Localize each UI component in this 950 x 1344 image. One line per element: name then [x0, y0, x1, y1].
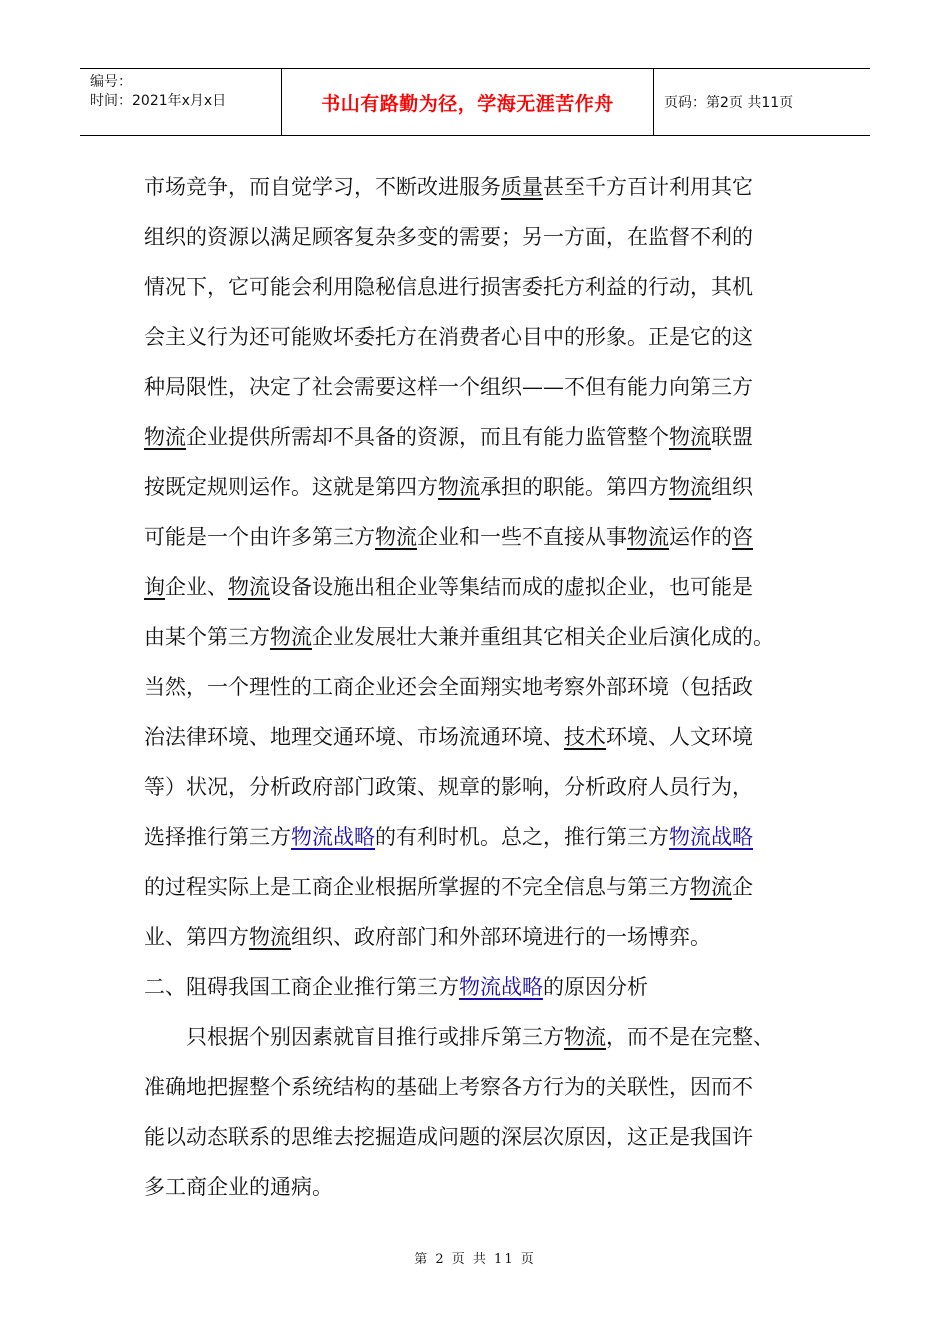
underlined-term: 询 — [144, 575, 165, 599]
text-line — [144, 712, 824, 762]
text-run: 企业发展壮大兼并重组其它相关企业后演化成的。 — [312, 625, 774, 649]
text-run: 组织的资源以满足顾客复杂多变的需要；另一方面，在监督不利的 — [144, 225, 753, 249]
text-run: 设备设施出租企业等集结而成的虚拟企业，也可能是 — [270, 575, 753, 599]
text-line — [144, 562, 824, 612]
text-run: 联盟 — [711, 425, 753, 449]
hyperlink[interactable]: 物流战略 — [291, 825, 375, 849]
underlined-term: 咨 — [732, 525, 753, 549]
text-line — [144, 1162, 824, 1212]
underlined-term: 物流 — [627, 525, 669, 549]
text-run: 二、阻碍我国工商企业推行第三方 — [144, 975, 459, 999]
text-run: 当然，一个理性的工商企业还会全面翔实地考察外部环境（包括政 — [144, 675, 753, 699]
text-run: 只根据个别因素就盲目推行或排斥第三方 — [144, 1025, 564, 1049]
page-footer: 第 2 页 共 11 页 — [414, 1252, 536, 1267]
text-run: 能以动态联系的思维去挖掘造成问题的深层次原因，这正是我国许 — [144, 1125, 753, 1149]
underlined-term: 物流 — [564, 1025, 606, 1049]
text-line — [144, 362, 824, 412]
text-line — [144, 212, 824, 262]
text-line — [144, 612, 824, 662]
text-run: 市场竞争，而自觉学习，不断改进服务 — [144, 175, 501, 199]
text-run: 的过程实际上是工商企业根据所掌握的不完全信息与第三方 — [144, 875, 690, 899]
text-run: 甚至千方百计利用其它 — [543, 175, 753, 199]
text-line — [144, 862, 824, 912]
text-run: 业、第四方 — [144, 925, 249, 949]
text-line — [144, 162, 824, 212]
text-run: 种局限性，决定了社会需要这样一个组织——不但有能力向第三方 — [144, 375, 753, 399]
text-line — [144, 662, 824, 712]
underlined-term: 技术 — [564, 725, 606, 749]
text-run: 组织 — [711, 475, 753, 499]
header-meta — [80, 69, 282, 135]
underlined-term: 物流 — [270, 625, 312, 649]
text-run: 按既定规则运作。这就是第四方 — [144, 475, 438, 499]
number-label: 编号： — [90, 74, 132, 90]
hyperlink[interactable]: 物流战略 — [669, 825, 753, 849]
text-run: ，而不是在完整、 — [606, 1025, 774, 1049]
header-page-info: 页码：第2页 共11页 — [664, 95, 794, 111]
text-run: 多工商企业的通病。 — [144, 1175, 333, 1199]
date-label: 时间：2021年x月x日 — [90, 93, 227, 109]
hyperlink[interactable]: 物流战略 — [459, 975, 543, 999]
text-run: 准确地把握整个系统结构的基础上考察各方行为的关联性，因而不 — [144, 1075, 753, 1099]
text-line — [144, 1112, 824, 1162]
text-line — [144, 412, 824, 462]
underlined-term: 物流 — [690, 875, 732, 899]
underlined-term: 物流 — [669, 475, 711, 499]
underlined-term: 物流 — [228, 575, 270, 599]
text-run: 由某个第三方 — [144, 625, 270, 649]
text-run: 企 — [732, 875, 753, 899]
text-line — [144, 762, 824, 812]
text-run: 环境、人文环境 — [606, 725, 753, 749]
document-body — [144, 162, 824, 1212]
text-run: 情况下，它可能会利用隐秘信息进行损害委托方利益的行动，其机 — [144, 275, 753, 299]
text-run: 的有利时机。总之，推行第三方 — [375, 825, 669, 849]
text-line — [144, 912, 824, 962]
text-run: 可能是一个由许多第三方 — [144, 525, 375, 549]
text-line — [144, 1012, 824, 1062]
text-line — [144, 312, 824, 362]
text-line — [144, 962, 824, 1012]
text-run: 企业、 — [165, 575, 228, 599]
page-header — [80, 68, 870, 136]
text-run: 会主义行为还可能败坏委托方在消费者心目中的形象。正是它的这 — [144, 325, 753, 349]
text-run: 企业和一些不直接从事 — [417, 525, 627, 549]
underlined-term: 物流 — [375, 525, 417, 549]
text-line — [144, 262, 824, 312]
text-run: 承担的职能。第四方 — [480, 475, 669, 499]
underlined-term: 质量 — [501, 175, 543, 199]
underlined-term: 物流 — [669, 425, 711, 449]
text-run: 等）状况，分析政府部门政策、规章的影响，分析政府人员行为， — [144, 775, 753, 799]
text-run: 运作的 — [669, 525, 732, 549]
text-line — [144, 1062, 824, 1112]
header-motto: 书山有路勤为径，学海无涯苦作舟 — [282, 69, 654, 135]
text-line — [144, 812, 824, 862]
text-run: 治法律环境、地理交通环境、市场流通环境、 — [144, 725, 564, 749]
underlined-term: 物流 — [249, 925, 291, 949]
text-run: 企业提供所需却不具备的资源，而且有能力监管整个 — [186, 425, 669, 449]
text-line — [144, 462, 824, 512]
underlined-term: 物流 — [144, 425, 186, 449]
text-run: 组织、政府部门和外部环境进行的一场博弈。 — [291, 925, 711, 949]
text-run: 选择推行第三方 — [144, 825, 291, 849]
text-line — [144, 512, 824, 562]
text-run: 的原因分析 — [543, 975, 648, 999]
underlined-term: 物流 — [438, 475, 480, 499]
